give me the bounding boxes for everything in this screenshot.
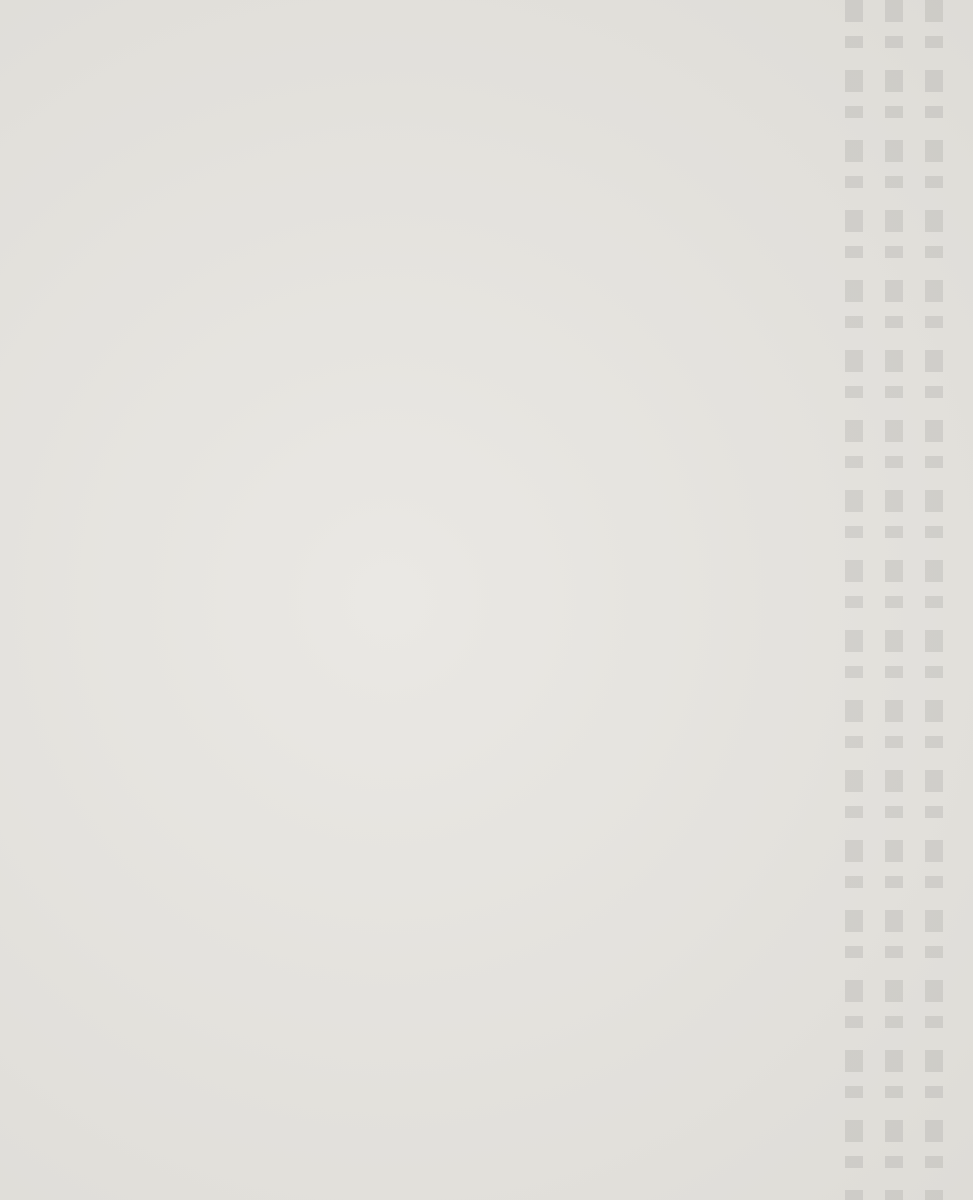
bleed-through-text <box>885 0 903 1200</box>
bleed-through-text <box>845 0 863 1200</box>
bleed-through-text <box>925 0 943 1200</box>
